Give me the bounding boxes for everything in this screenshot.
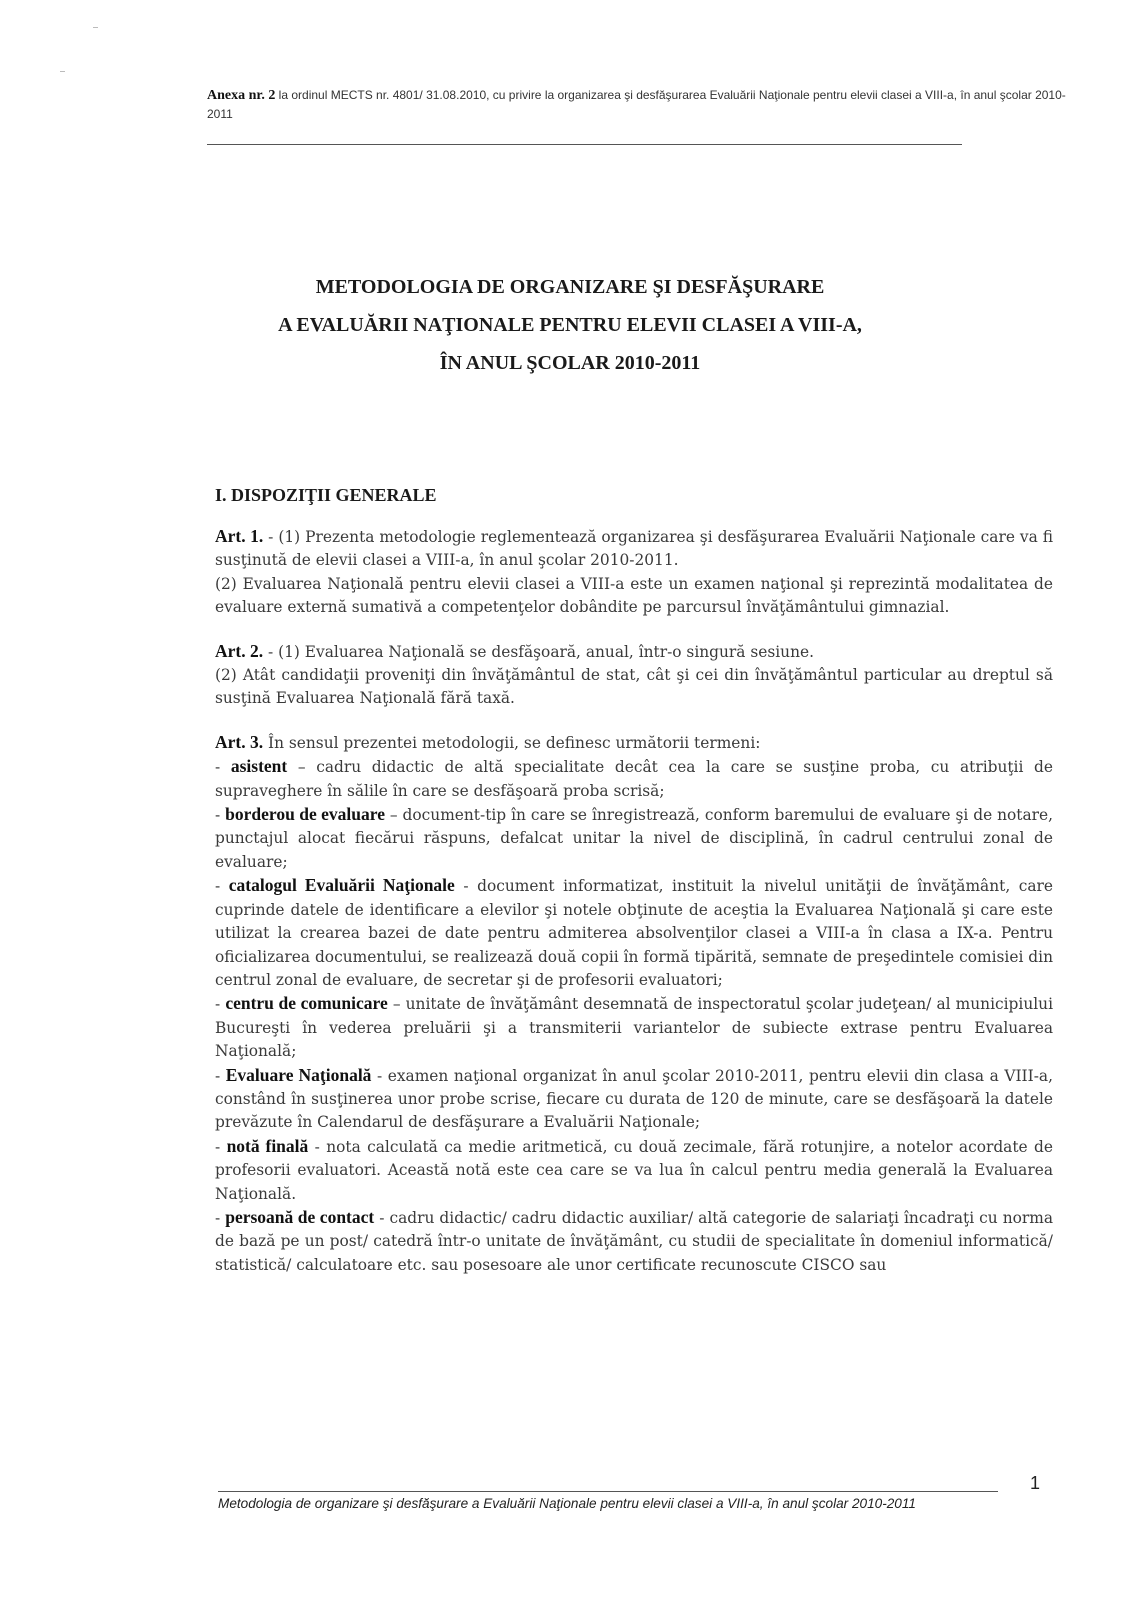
section-heading: I. DISPOZIŢII GENERALE: [215, 485, 437, 505]
art1-paragraph-2: (2) Evaluarea Naţională pentru elevii clasei a VIII-a este un examen naţional şi reprezintă modalitatea de evaluare externă sumativă a competenţelor dobândite pe parcursul învăţământului gimnazial.: [215, 574, 1053, 617]
art3-intro-text: În sensul prezentei metodologii, se definesc următorii termeni:: [263, 733, 761, 752]
definition-term: persoană de contact: [225, 1206, 375, 1227]
art1-label: Art. 1.: [215, 526, 264, 546]
definition-item: - catalogul Evaluării Naţionale - document informatizat, instituit la nivelul unităţii de învăţământ, care cuprinde datele de identificare a elevilor şi notele obţinute de aceştia la Evaluarea Naţională şi care este utilizat la crearea bazei de date pentru admiterea absolvenţilor clasei a VIII-a în clasa a IX-a. Pentru oficializarea documentului, se realizează două copii în formă tipărită, semnate de preşedintele comisiei din centrul zonal de evaluare, de secretar şi de profesorii evaluatori;: [215, 875, 1054, 989]
document-title: [190, 268, 950, 382]
definition-text: - cadru didactic/ cadru didactic auxiliar/ altă categorie de salariaţi încadraţi cu norma de bază pe un post/ catedră într-o unitate de învăţământ, cu studii de specialitate în domeniul informatică/ statistică/ calculatoare etc. sau posesoare ale unor certificate recunoscute CISCO sau: [215, 1208, 1054, 1274]
page-number: 1: [1030, 1473, 1041, 1493]
title-line-2: A EVALUĂRII NAŢIONALE PENTRU ELEVII CLASEI A VIII-A,: [278, 314, 862, 336]
definition-item: - borderou de evaluare – document-tip în care se înregistrează, conform baremului de evaluare şi de notare, punctajul alocat fiecărui răspuns, defalcat unitar la nivel de disciplină, în cadrul centrului zonal de evaluare;: [215, 804, 1054, 871]
definition-item: - centru de comunicare – unitate de învăţământ desemnată de inspectoratul şcolar judeţean/ al municipiului Bucureşti în vederea preluării şi a transmiterii variantelor de subiecte extrase pentru Evaluarea Naţională;: [215, 993, 1053, 1061]
art3-label: Art. 3.: [215, 731, 264, 752]
annex-number: Anexa nr. 2: [207, 88, 276, 103]
definition-text: – unitate de învăţământ desemnată de inspectoratul şcolar judeţean/ al municipiului Bucureşti în vederea preluării şi a transmiterii variantelor de subiecte extrase pentru Evaluarea Naţională;: [215, 995, 1053, 1061]
art2-paragraph-2: (2) Atât candidaţii proveniţi din învăţământul de stat, cât şi cei din învăţământul particular au dreptul să susţină Evaluarea Naţională fără taxă.: [215, 666, 1053, 708]
header-rule: [207, 144, 962, 145]
definition-item: - asistent – cadru didactic de altă specialitate decât cea la care se susţine proba, cu atribuţii de supraveghere în sălile în care se desfăşoară proba scrisă;: [215, 756, 1053, 800]
art2-text-1: - (1) Evaluarea Naţională se desfăşoară, anual, într-o singură sesiune.: [263, 642, 815, 661]
definition-term: Evaluare Naţională: [225, 1064, 372, 1085]
definition-text: – document-tip în care se înregistrează, conform baremului de evaluare şi de notare, punctajul alocat fiecărui răspuns, defalcat unitar la nivel de disciplină, în cadrul centrului zonal de evaluare;: [215, 806, 1054, 871]
art2-paragraph-1: [215, 640, 1053, 664]
definition-term: catalogul Evaluării Naţionale: [228, 875, 455, 896]
definition-text: - examen naţional organizat în anul şcolar 2010-2011, pentru elevii din clasa a VIII-a, constând în susţinerea unor probe scrise, fiecare cu durata de 120 de minute, care se desfăşoară la datele prevăzute în Calendarul de desfăşurare a Evaluării Naţionale;: [215, 1066, 1053, 1132]
art3-intro: [215, 731, 1053, 755]
scan-speck: [93, 27, 98, 28]
annex-header: [207, 86, 1067, 124]
definition-term: centru de comunicare: [225, 993, 388, 1014]
document-body: [215, 525, 1053, 1277]
definition-term: notă finală: [226, 1135, 309, 1156]
title-line-3: ÎN ANUL ŞCOLAR 2010-2011: [439, 352, 701, 374]
definition-item: - persoană de contact - cadru didactic/ cadru didactic auxiliar/ altă categorie de salariaţi încadraţi cu norma de bază pe un post/ catedră într-o unitate de învăţământ, cu studii de specialitate în domeniul informatică/ statistică/ calculatoare etc. sau posesoare ale unor certificate recunoscute CISCO sau: [215, 1206, 1054, 1274]
annex-reference: la ordinul MECTS nr. 4801/ 31.08.2010, cu privire la organizarea şi desfăşurarea Evaluării Naţionale pentru elevii clasei a VIII-a, în anul şcolar 2010-2011: [207, 88, 1066, 121]
definition-item: - notă finală - nota calculată ca medie aritmetică, cu două zecimale, fără rotunjire, a notelor acordate de profesorii evaluatori. Această notă este cea care se va lua în calcul pentru media generală la Evaluarea Naţională.: [215, 1135, 1053, 1203]
definition-term: borderou de evaluare: [225, 804, 385, 825]
definition-text: - nota calculată ca medie aritmetică, cu două zecimale, fără rotunjire, a notelor acordate de profesorii evaluatori. Această notă este cea care se va lua în calcul pentru media generală la Evaluarea Naţională.: [215, 1137, 1053, 1203]
art1-text-1: - (1) Prezenta metodologie reglementează organizarea şi desfăşurarea Evaluării Naţionale care va fi susţinută de elevii clasei a VIII-a, în anul şcolar 2010-2011.: [215, 528, 1054, 570]
title-line-1: METODOLOGIA DE ORGANIZARE ŞI DESFĂŞURARE: [315, 276, 825, 298]
scan-speck: [60, 71, 65, 72]
page-footer: Metodologia de organizare şi desfăşurare a Evaluării Naţionale pentru elevii clasei a VIII-a, în anul şcolar 2010-2011: [218, 1496, 916, 1511]
art2-label: Art. 2.: [215, 640, 264, 661]
definition-item: - Evaluare Naţională - examen naţional organizat în anul şcolar 2010-2011, pentru elevii din clasa a VIII-a, constând în susţinerea unor probe scrise, fiecare cu durata de 120 de minute, care se desfăşoară la datele prevăzute în Calendarul de desfăşurare a Evaluării Naţionale;: [215, 1064, 1053, 1132]
definition-text: – cadru didactic de altă specialitate decât cea la care se susţine proba, cu atribuţii de supraveghere în sălile în care se desfăşoară proba scrisă;: [215, 758, 1053, 800]
definition-term: asistent: [230, 756, 288, 777]
footer-rule: [218, 1491, 998, 1492]
art1-paragraph-1: [215, 525, 1053, 573]
definition-text: - document informatizat, instituit la nivelul unităţii de învăţământ, care cuprinde datele de identificare a elevilor şi notele obţinute de aceştia la Evaluarea Naţională şi care este utilizat la crearea bazei de date pentru admiterea absolvenţilor clasei a VIII-a în clasa a IX-a. Pentru oficializarea documentului, se realizează două copii în formă tipărită, semnate de preşedintele comisiei din centrul zonal de evaluare, de secretar şi de profesorii evaluatori;: [215, 877, 1054, 989]
